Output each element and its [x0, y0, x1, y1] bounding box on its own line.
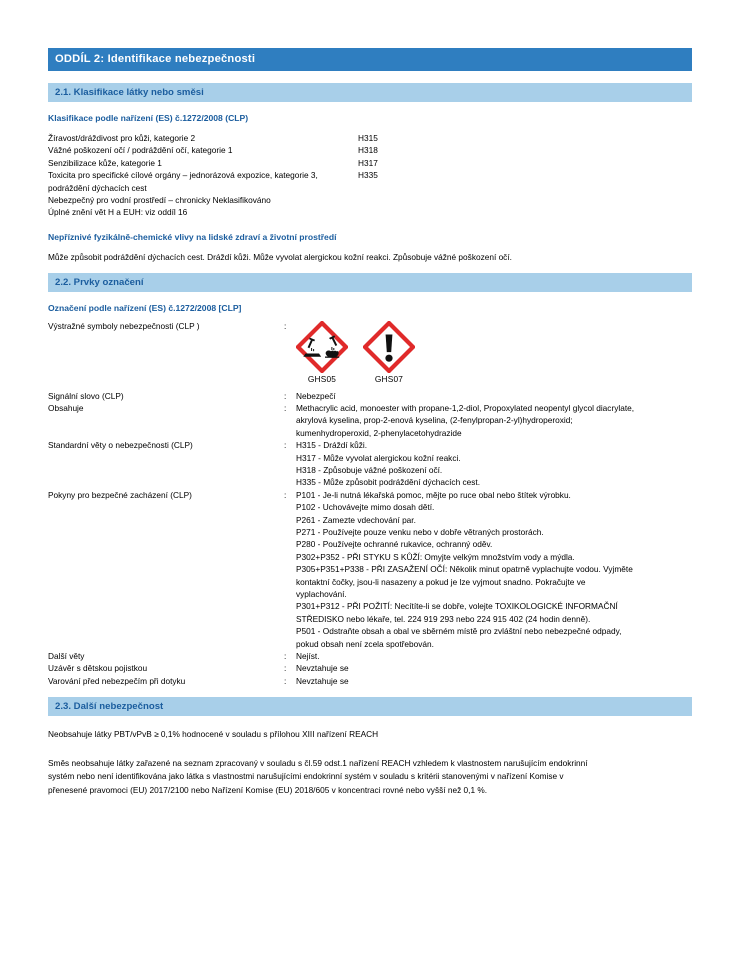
row-signal-word	[48, 390, 692, 402]
classification-row	[48, 157, 692, 169]
endocrine-statement-line: přenesené pravomoci (EU) 2017/2100 nebo Nařízení Komise (EU) 2018/605 v koncentraci rovné nebo vyšší než 0,1 %.	[48, 784, 488, 795]
endocrine-statement-line: Směs neobsahuje látky zařazené na seznam zpracovaný v souladu s čl.59 odst.1 nařízení REACH vzhledem k vlastnostem narušujícím endokrinní	[48, 757, 588, 768]
value-child-resistant-fastening: Nevztahuje se	[296, 663, 349, 674]
hazard-statement-line: H318 - Způsobuje vážné poškození očí.	[296, 464, 443, 475]
endocrine-statement-line: systém nebo není identifikována jako látka s vlastnostmi narušujícími endokrinní systém v souladu s kritérii stanovenými v nařízení Komise v	[48, 771, 564, 782]
row-hazard-pictograms	[48, 320, 692, 385]
heading-classification-clp: Klasifikace podle nařízení (ES) č.1272/2008 (CLP)	[48, 113, 249, 123]
spacer	[48, 219, 692, 231]
row-hazard-statements	[48, 439, 692, 489]
row-precautionary-statements	[48, 489, 692, 650]
subsection-header-2-1: 2.1. Klasifikace látky nebo směsi	[48, 83, 692, 102]
row-additional-statements	[48, 650, 692, 662]
row-contains	[48, 402, 692, 439]
value-hazard-pictograms	[296, 320, 692, 385]
corrosion-icon	[296, 321, 348, 373]
classification-list	[48, 132, 692, 219]
classification-text: Senzibilizace kůže, kategorie 1	[48, 157, 162, 168]
value-precautionary-statements	[296, 489, 692, 650]
value-tactile-warning: Nevztahuje se	[296, 675, 349, 686]
label-additional-statements: Další věty	[48, 651, 85, 662]
classification-extra-line: Úplné znění vět H a EUH: viz oddíl 16	[48, 207, 188, 218]
precautionary-statement-line: P501 - Odstraňte obsah a obal ve sběrném místě pro zvláštní nebo nebezpečné odpady,	[296, 626, 622, 637]
spacer	[48, 102, 692, 112]
spacer	[48, 125, 692, 132]
hazard-statement-line: H317 - Může vyvolat alergickou kožní reakci.	[296, 452, 461, 463]
value-signal-word: Nebezpečí	[296, 390, 336, 401]
classification-hazard-code: H335	[358, 170, 378, 181]
precautionary-statement-line: P101 - Je-li nutná lékařská pomoc, mějte po ruce obal nebo štítek výrobku.	[296, 489, 571, 500]
label-signal-word: Signální slovo (CLP)	[48, 390, 124, 401]
precautionary-statement-line: pokud obsah není zcela spotřebován.	[296, 638, 434, 649]
pictogram-label-ghs07: GHS07	[374, 374, 404, 385]
heading-labelling-clp: Označení podle nařízení (ES) č.1272/2008 [CLP]	[48, 303, 242, 314]
pbt-statement: Neobsahuje látky PBT/vPvB ≥ 0,1% hodnocené v souladu s přílohou XIII nařízení REACH	[48, 729, 379, 740]
precautionary-statement-line: STŘEDISKO nebo lékaře, tel. 224 919 293 nebo 224 915 402 (24 hodin denně).	[296, 613, 591, 624]
adverse-effects-text: Může způsobit podráždění dýchacích cest. Dráždí kůži. Může vyvolat alergickou kožní reakci. Způsobuje vážné poškození očí.	[48, 251, 512, 262]
heading-adverse-effects: Nepříznivé fyzikálně-chemické vlivy na lidské zdraví a životní prostředí	[48, 231, 337, 242]
precautionary-statement-line: P301+P312 - PŘI POŽITÍ: Necítíte-li se dobře, volejte TOXIKOLOGICKÉ INFORMAČNÍ	[296, 601, 618, 612]
hazard-statement-line: H315 - Dráždí kůži.	[296, 440, 368, 451]
classification-hazard-code: H317	[358, 157, 378, 168]
precautionary-statement-line: P305+P351+P338 - PŘI ZASAŽENÍ OČÍ: Několik minut opatrně vyplachujte vodou. Vyjměte	[296, 564, 633, 575]
label-contains: Obsahuje	[48, 402, 84, 413]
subsection-header-2-2: 2.2. Prvky označení	[48, 273, 692, 292]
classification-text: Toxicita pro specifické cílové orgány – jednorázová expozice, kategorie 3,	[48, 170, 318, 181]
label-precautionary-statements: Pokyny pro bezpečné zacházení (CLP)	[48, 489, 192, 500]
colon-separator: :	[284, 489, 287, 500]
colon-separator: :	[284, 402, 287, 413]
precautionary-statement-line: P280 - Používejte ochranné rukavice, ochranný oděv.	[296, 539, 493, 550]
precautionary-statement-line: P102 - Uchovávejte mimo dosah dětí.	[296, 502, 435, 513]
contains-line: Methacrylic acid, monoester with propane-1,2-diol, Propoxylated neopentyl glycol diacrylate,	[296, 402, 635, 413]
precautionary-statement-line: P302+P352 - PŘI STYKU S KŮŽÍ: Omyjte velkým množstvím vody a mýdla.	[296, 551, 575, 562]
spacer	[48, 244, 692, 251]
exclamation-mark-icon	[363, 321, 415, 373]
spacer	[48, 716, 692, 728]
spacer	[48, 741, 692, 757]
classification-row	[48, 169, 692, 181]
pictogram-label-ghs05: GHS05	[307, 374, 337, 385]
classification-row	[48, 144, 692, 156]
colon-separator: :	[284, 440, 287, 451]
label-child-resistant-fastening: Uzávěr s dětskou pojistkou	[48, 663, 148, 674]
row-tactile-warning	[48, 675, 692, 687]
contains-line: kumenhydroperoxid, 2-phenylacetohydrazide	[296, 427, 462, 438]
spacer	[48, 71, 692, 83]
classification-continuation: podráždění dýchacích cest	[48, 182, 147, 193]
spacer	[48, 687, 692, 697]
pictogram-group	[296, 320, 692, 385]
pictogram-ghs05	[296, 321, 348, 385]
precautionary-statement-line: P271 - Používejte pouze venku nebo v dobře větraných prostorách.	[296, 527, 544, 538]
classification-text: Žíravost/dráždivost pro kůži, kategorie 2	[48, 133, 196, 143]
label-hazard-pictograms: Výstražné symboly nebezpečnosti (CLP )	[48, 321, 200, 332]
document-content	[48, 48, 692, 797]
spacer	[48, 292, 692, 302]
colon-separator: :	[284, 663, 287, 674]
label-tactile-warning: Varování před nebezpečím při dotyku	[48, 675, 186, 686]
classification-text: Vážné poškození očí / podráždění očí, kategorie 1	[48, 145, 233, 156]
colon-separator: :	[284, 321, 287, 332]
value-additional-statements: Nejíst.	[296, 651, 320, 662]
endocrine-statement	[48, 757, 692, 798]
precautionary-statement-line: vyplachování.	[296, 589, 347, 600]
row-child-resistant-fastening	[48, 662, 692, 674]
value-hazard-statements	[296, 439, 692, 489]
classification-row	[48, 132, 692, 144]
colon-separator: :	[284, 390, 287, 401]
colon-separator: :	[284, 651, 287, 662]
pictogram-ghs07	[363, 321, 415, 385]
colon-separator: :	[284, 675, 287, 686]
precautionary-statement-line: kontaktní čočky, jsou-li nasazeny a pokud je lze vyjmout snadno. Pokračujte ve	[296, 576, 586, 587]
subsection-header-2-3: 2.3. Další nebezpečnost	[48, 697, 692, 716]
spacer	[48, 263, 692, 273]
hazard-statement-line: H335 - Může způsobit podráždění dýchacích cest.	[296, 477, 481, 488]
classification-hazard-code: H315	[358, 133, 378, 143]
contains-line: akrylová kyselina, prop-2-enová kyselina, (2-fenylpropan-2-yl)hydroperoxid;	[296, 415, 573, 426]
classification-hazard-code: H318	[358, 145, 378, 156]
value-contains	[296, 402, 692, 439]
label-hazard-statements: Standardní věty o nebezpečnosti (CLP)	[48, 440, 193, 451]
section-header-oddil-2: ODDÍL 2: Identifikace nebezpečnosti	[48, 48, 692, 71]
classification-extra-line: Nebezpečný pro vodní prostředí – chronicky Neklasifikováno	[48, 195, 271, 206]
precautionary-statement-line: P261 - Zamezte vdechování par.	[296, 514, 416, 525]
